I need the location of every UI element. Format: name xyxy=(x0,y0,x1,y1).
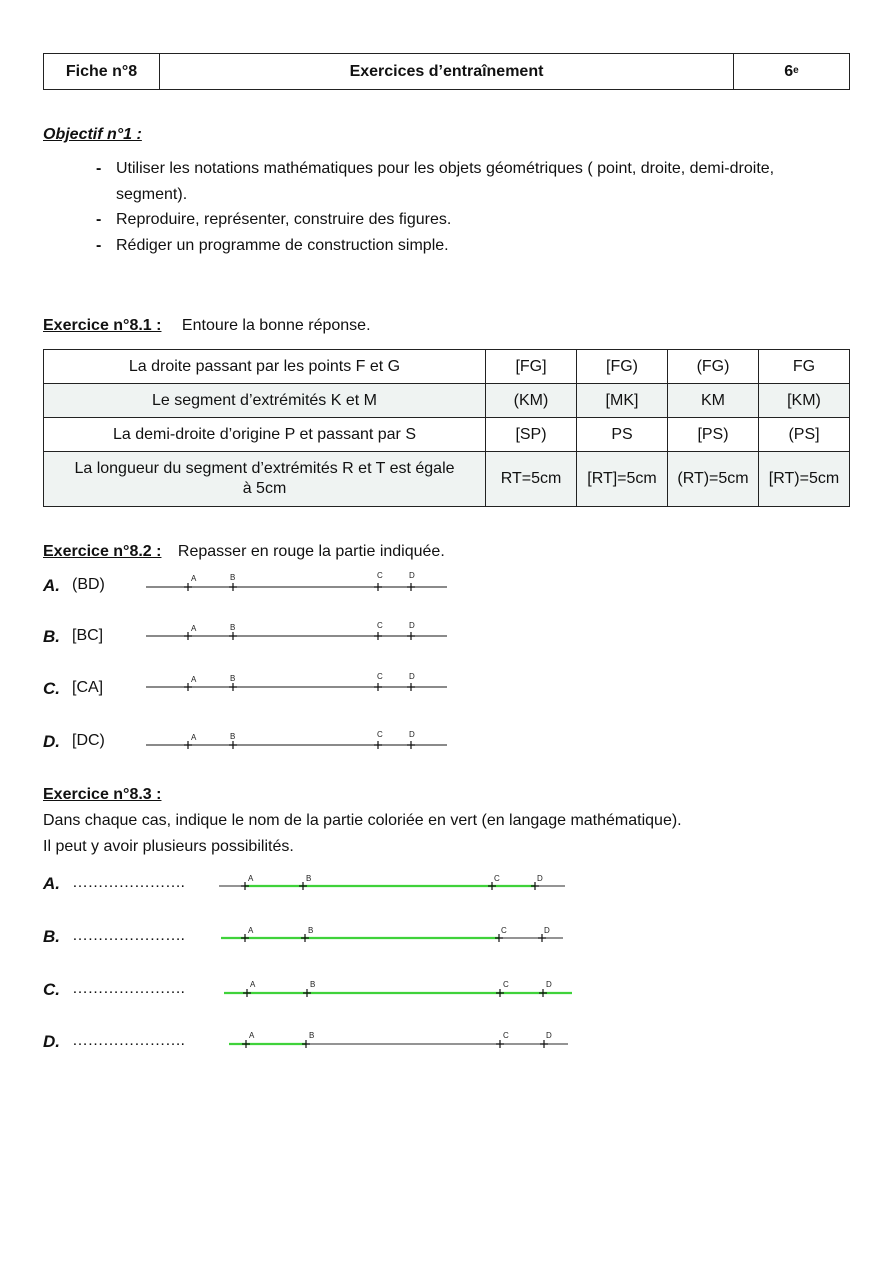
svg-text:A: A xyxy=(191,574,197,583)
svg-text:C: C xyxy=(377,621,383,630)
sheet-number: Fiche n°8 xyxy=(44,54,160,89)
exercise-82-instruction: Repasser en rouge la partie indiquée. xyxy=(177,543,445,560)
item-letter: D. xyxy=(43,732,60,751)
grade-level-suffix: e xyxy=(793,65,799,76)
item-notation: [CA] xyxy=(72,679,104,696)
exercise-81-title: Exercice n°8.1 : xyxy=(43,317,162,334)
ex83-point-labels xyxy=(248,874,552,1040)
svg-text:B: B xyxy=(230,674,236,683)
exercise-81-instruction: Entoure la bonne réponse. xyxy=(181,317,371,334)
exercise-82-title: Exercice n°8.2 : xyxy=(43,543,162,560)
answer-option[interactable]: (FG) xyxy=(668,350,759,384)
svg-text:A: A xyxy=(249,1031,255,1040)
answer-option[interactable]: [KM) xyxy=(759,384,850,418)
answer-option[interactable]: FG xyxy=(759,350,850,384)
question-cell: La demi-droite d’origine P et passant par S xyxy=(44,418,486,452)
item-letter: B. xyxy=(43,627,60,646)
exercise-83-instruction-2: Il peut y avoir plusieurs possibilités. xyxy=(43,838,294,855)
svg-text:A: A xyxy=(191,733,197,742)
item-notation: [DC) xyxy=(72,732,105,749)
svg-text:D: D xyxy=(544,926,550,935)
svg-text:B: B xyxy=(230,573,236,582)
answer-option[interactable]: RT=5cm xyxy=(486,452,577,507)
objective-text: Rédiger un programme de construction simple. xyxy=(116,236,449,254)
exercise-83-title: Exercice n°8.3 : xyxy=(43,786,162,803)
svg-text:B: B xyxy=(306,874,312,883)
answer-option[interactable]: [RT]=5cm xyxy=(577,452,668,507)
bullet-dash-icon: - xyxy=(96,211,102,228)
exercise-83-instruction-1: Dans chaque cas, indique le nom de la partie coloriée en vert (en langage mathématique). xyxy=(43,812,682,829)
svg-text:A: A xyxy=(250,980,256,989)
svg-text:D: D xyxy=(546,1031,552,1040)
svg-text:C: C xyxy=(503,1031,509,1040)
svg-text:D: D xyxy=(409,571,415,580)
item-letter: D. xyxy=(43,1032,60,1051)
svg-text:B: B xyxy=(230,732,236,741)
sheet-title: Exercices d’entraînement xyxy=(160,54,734,89)
answer-option[interactable]: [FG] xyxy=(486,350,577,384)
item-letter: B. xyxy=(43,927,60,946)
svg-text:D: D xyxy=(546,980,552,989)
answer-option[interactable]: [PS) xyxy=(668,418,759,452)
svg-text:A: A xyxy=(191,675,197,684)
question-cell: Le segment d’extrémités K et M xyxy=(44,384,486,418)
svg-text:A: A xyxy=(248,874,254,883)
svg-text:B: B xyxy=(308,926,314,935)
item-letter: A. xyxy=(43,874,60,893)
objective-title: Objectif n°1 : xyxy=(43,126,142,143)
answer-option[interactable]: (RT)=5cm xyxy=(668,452,759,507)
answer-option[interactable]: [FG) xyxy=(577,350,668,384)
svg-text:A: A xyxy=(248,926,254,935)
question-cell: La longueur du segment d’extrémités R et T est égale à 5cm xyxy=(44,452,486,507)
answer-option[interactable]: (KM) xyxy=(486,384,577,418)
svg-text:D: D xyxy=(537,874,543,883)
svg-text:C: C xyxy=(503,980,509,989)
answer-option[interactable]: (PS] xyxy=(759,418,850,452)
answer-option[interactable]: [RT)=5cm xyxy=(759,452,850,507)
answer-blank[interactable]: …………………. xyxy=(72,1032,185,1049)
answer-option[interactable]: KM xyxy=(668,384,759,418)
svg-text:D: D xyxy=(409,730,415,739)
answer-blank[interactable]: …………………. xyxy=(72,980,185,997)
svg-text:C: C xyxy=(377,571,383,580)
item-letter: A. xyxy=(43,576,60,595)
svg-text:C: C xyxy=(377,730,383,739)
answer-option[interactable]: PS xyxy=(577,418,668,452)
svg-text:C: C xyxy=(377,672,383,681)
ex82-point-ticks xyxy=(184,583,415,749)
objective-text: Reproduire, représenter, construire des figures. xyxy=(116,211,452,228)
item-notation: (BD) xyxy=(72,576,105,593)
item-letter: C. xyxy=(43,679,60,698)
item-letter: C. xyxy=(43,980,60,999)
svg-text:C: C xyxy=(494,874,500,883)
grade-level-number: 6 xyxy=(784,62,794,80)
answer-blank[interactable]: …………………. xyxy=(72,927,185,944)
svg-text:A: A xyxy=(191,624,197,633)
question-cell: La droite passant par les points F et G xyxy=(44,350,486,384)
svg-text:B: B xyxy=(310,980,316,989)
answer-option[interactable]: [SP) xyxy=(486,418,577,452)
item-notation: [BC] xyxy=(72,627,104,644)
svg-text:D: D xyxy=(409,672,415,681)
objective-text: Utiliser les notations mathématiques pour les objets géométriques ( point, droite, demi-droite, segment). xyxy=(116,160,775,203)
ex83-point-ticks xyxy=(241,882,548,1048)
ex82-point-labels xyxy=(191,571,415,742)
svg-text:B: B xyxy=(309,1031,315,1040)
svg-text:D: D xyxy=(409,621,415,630)
bullet-dash-icon: - xyxy=(96,236,102,254)
svg-text:C: C xyxy=(501,926,507,935)
answer-option[interactable]: [MK] xyxy=(577,384,668,418)
bullet-dash-icon: - xyxy=(96,160,102,177)
answer-blank[interactable]: …………………. xyxy=(72,874,185,891)
svg-text:B: B xyxy=(230,623,236,632)
